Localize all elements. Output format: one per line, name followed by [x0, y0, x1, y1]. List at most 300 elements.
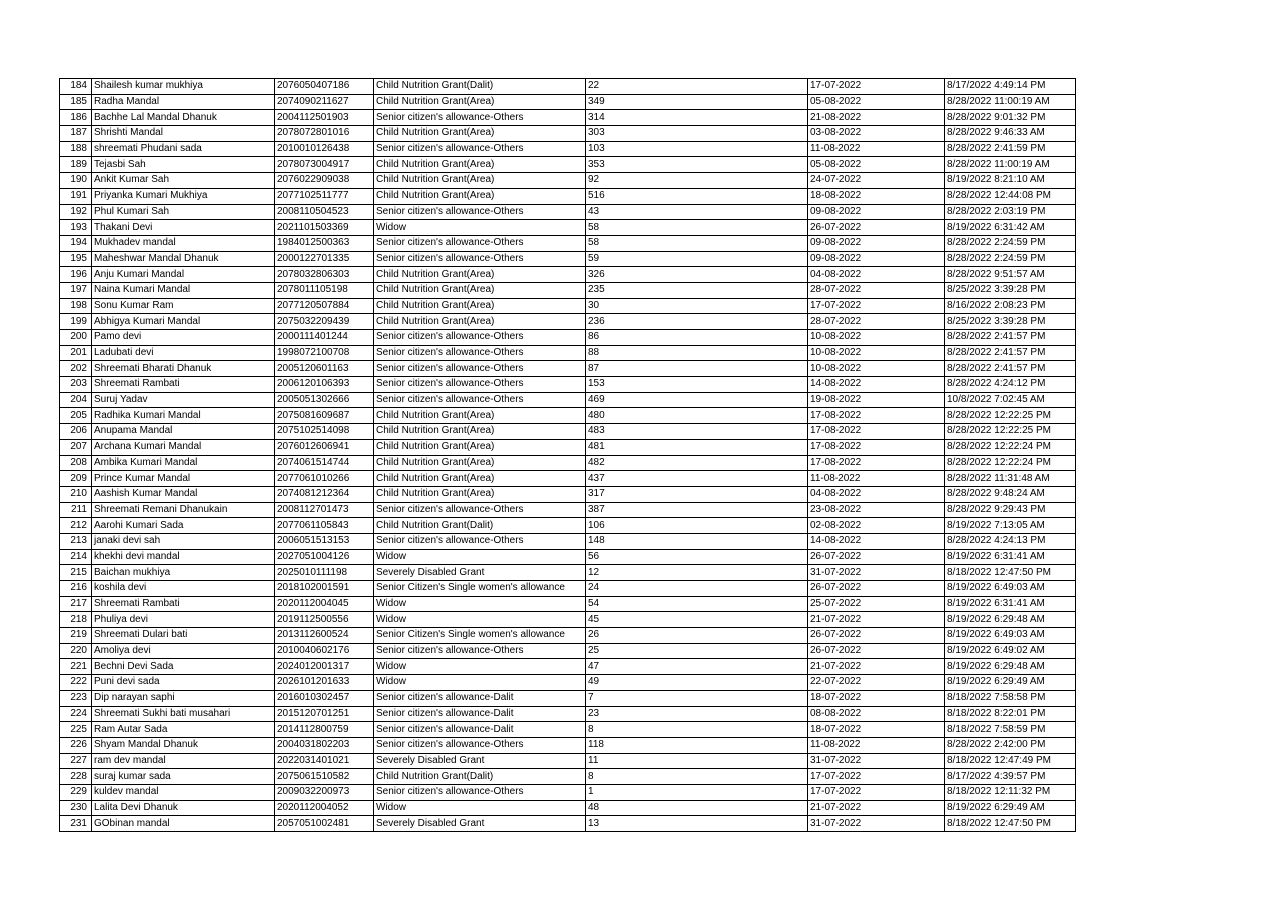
grant-type-cell: Child Nutrition Grant(Area) — [374, 424, 586, 440]
count-cell: 469 — [586, 392, 808, 408]
id-number-cell: 2076050407186 — [275, 79, 374, 95]
serial-number-cell: 230 — [60, 800, 92, 816]
timestamp-cell: 8/18/2022 12:47:49 PM — [945, 753, 1076, 769]
name-cell: Anupama Mandal — [92, 424, 275, 440]
date-cell: 05-08-2022 — [808, 94, 945, 110]
table-row — [60, 377, 1076, 393]
id-number-cell: 2000122701335 — [275, 251, 374, 267]
date-cell: 18-08-2022 — [808, 188, 945, 204]
date-cell: 17-07-2022 — [808, 79, 945, 95]
name-cell: Ambika Kumari Mandal — [92, 455, 275, 471]
table-row — [60, 706, 1076, 722]
table-row — [60, 471, 1076, 487]
grant-type-cell: Widow — [374, 612, 586, 628]
date-cell: 25-07-2022 — [808, 596, 945, 612]
grant-type-cell: Child Nutrition Grant(Dalit) — [374, 518, 586, 534]
table-row — [60, 455, 1076, 471]
count-cell: 118 — [586, 737, 808, 753]
id-number-cell: 1984012500363 — [275, 235, 374, 251]
name-cell: Mukhadev mandal — [92, 235, 275, 251]
date-cell: 26-07-2022 — [808, 581, 945, 597]
table-row — [60, 722, 1076, 738]
table-row — [60, 502, 1076, 518]
timestamp-cell: 8/19/2022 6:29:49 AM — [945, 675, 1076, 691]
name-cell: Puni devi sada — [92, 675, 275, 691]
id-number-cell: 2027051004126 — [275, 549, 374, 565]
serial-number-cell: 208 — [60, 455, 92, 471]
grant-type-cell: Senior citizen's allowance-Others — [374, 392, 586, 408]
timestamp-cell: 8/28/2022 9:01:32 PM — [945, 110, 1076, 126]
table-row — [60, 141, 1076, 157]
table-row — [60, 612, 1076, 628]
name-cell: Phul Kumari Sah — [92, 204, 275, 220]
table-row — [60, 737, 1076, 753]
serial-number-cell: 212 — [60, 518, 92, 534]
serial-number-cell: 192 — [60, 204, 92, 220]
name-cell: Shreemati Rambati — [92, 377, 275, 393]
table-row — [60, 79, 1076, 95]
grant-type-cell: Widow — [374, 675, 586, 691]
serial-number-cell: 193 — [60, 220, 92, 236]
name-cell: Shyam Mandal Dhanuk — [92, 737, 275, 753]
count-cell: 303 — [586, 126, 808, 142]
name-cell: Shreemati Sukhi bati musahari — [92, 706, 275, 722]
table-row — [60, 533, 1076, 549]
serial-number-cell: 190 — [60, 173, 92, 189]
date-cell: 14-08-2022 — [808, 377, 945, 393]
grant-type-cell: Senior citizen's allowance-Others — [374, 235, 586, 251]
id-number-cell: 2006120106393 — [275, 377, 374, 393]
id-number-cell: 2076022909038 — [275, 173, 374, 189]
serial-number-cell: 215 — [60, 565, 92, 581]
id-number-cell: 2075061510582 — [275, 769, 374, 785]
count-cell: 7 — [586, 690, 808, 706]
serial-number-cell: 223 — [60, 690, 92, 706]
name-cell: Priyanka Kumari Mukhiya — [92, 188, 275, 204]
count-cell: 24 — [586, 581, 808, 597]
count-cell: 45 — [586, 612, 808, 628]
count-cell: 326 — [586, 267, 808, 283]
serial-number-cell: 214 — [60, 549, 92, 565]
serial-number-cell: 218 — [60, 612, 92, 628]
count-cell: 25 — [586, 643, 808, 659]
grant-type-cell: Severely Disabled Grant — [374, 816, 586, 832]
timestamp-cell: 8/19/2022 7:13:05 AM — [945, 518, 1076, 534]
table-row — [60, 439, 1076, 455]
serial-number-cell: 186 — [60, 110, 92, 126]
date-cell: 08-08-2022 — [808, 706, 945, 722]
name-cell: suraj kumar sada — [92, 769, 275, 785]
serial-number-cell: 222 — [60, 675, 92, 691]
table-row — [60, 486, 1076, 502]
count-cell: 26 — [586, 628, 808, 644]
timestamp-cell: 8/28/2022 12:22:25 PM — [945, 424, 1076, 440]
count-cell: 11 — [586, 753, 808, 769]
table-row — [60, 565, 1076, 581]
serial-number-cell: 184 — [60, 79, 92, 95]
id-number-cell: 2078072801016 — [275, 126, 374, 142]
table-row — [60, 157, 1076, 173]
count-cell: 56 — [586, 549, 808, 565]
id-number-cell: 2077102511777 — [275, 188, 374, 204]
table-row — [60, 314, 1076, 330]
name-cell: Naina Kumari Mandal — [92, 282, 275, 298]
timestamp-cell: 8/17/2022 4:39:57 PM — [945, 769, 1076, 785]
id-number-cell: 2005120601163 — [275, 361, 374, 377]
count-cell: 58 — [586, 220, 808, 236]
grant-type-cell: Child Nutrition Grant(Area) — [374, 94, 586, 110]
timestamp-cell: 8/28/2022 11:00:19 AM — [945, 94, 1076, 110]
count-cell: 153 — [586, 377, 808, 393]
grant-type-cell: Child Nutrition Grant(Area) — [374, 439, 586, 455]
grant-type-cell: Senior citizen's allowance-Others — [374, 345, 586, 361]
count-cell: 12 — [586, 565, 808, 581]
timestamp-cell: 8/28/2022 11:00:19 AM — [945, 157, 1076, 173]
beneficiary-table — [59, 78, 1076, 832]
id-number-cell: 2006051513153 — [275, 533, 374, 549]
grant-type-cell: Severely Disabled Grant — [374, 753, 586, 769]
name-cell: Sonu Kumar Ram — [92, 298, 275, 314]
id-number-cell: 2057051002481 — [275, 816, 374, 832]
grant-type-cell: Senior citizen's allowance-Others — [374, 204, 586, 220]
serial-number-cell: 195 — [60, 251, 92, 267]
date-cell: 11-08-2022 — [808, 141, 945, 157]
date-cell: 28-07-2022 — [808, 314, 945, 330]
serial-number-cell: 204 — [60, 392, 92, 408]
grant-type-cell: Senior citizen's allowance-Others — [374, 784, 586, 800]
date-cell: 31-07-2022 — [808, 753, 945, 769]
spreadsheet-page — [59, 78, 1075, 832]
table-row — [60, 392, 1076, 408]
date-cell: 26-07-2022 — [808, 220, 945, 236]
grant-type-cell: Child Nutrition Grant(Area) — [374, 126, 586, 142]
table-row — [60, 769, 1076, 785]
date-cell: 28-07-2022 — [808, 282, 945, 298]
grant-type-cell: Senior citizen's allowance-Others — [374, 643, 586, 659]
name-cell: Dip narayan saphi — [92, 690, 275, 706]
serial-number-cell: 205 — [60, 408, 92, 424]
table-row — [60, 298, 1076, 314]
date-cell: 21-07-2022 — [808, 800, 945, 816]
timestamp-cell: 8/18/2022 12:47:50 PM — [945, 816, 1076, 832]
id-number-cell: 2016010302457 — [275, 690, 374, 706]
count-cell: 103 — [586, 141, 808, 157]
timestamp-cell: 8/28/2022 2:41:59 PM — [945, 141, 1076, 157]
timestamp-cell: 8/19/2022 6:29:48 AM — [945, 612, 1076, 628]
count-cell: 481 — [586, 439, 808, 455]
grant-type-cell: Child Nutrition Grant(Dalit) — [374, 769, 586, 785]
date-cell: 17-08-2022 — [808, 439, 945, 455]
timestamp-cell: 8/19/2022 6:49:03 AM — [945, 628, 1076, 644]
serial-number-cell: 229 — [60, 784, 92, 800]
name-cell: Ram Autar Sada — [92, 722, 275, 738]
timestamp-cell: 8/28/2022 2:24:59 PM — [945, 251, 1076, 267]
serial-number-cell: 231 — [60, 816, 92, 832]
timestamp-cell: 8/18/2022 7:58:58 PM — [945, 690, 1076, 706]
id-number-cell: 2075102514098 — [275, 424, 374, 440]
table-row — [60, 361, 1076, 377]
serial-number-cell: 228 — [60, 769, 92, 785]
id-number-cell: 2000111401244 — [275, 330, 374, 346]
date-cell: 11-08-2022 — [808, 737, 945, 753]
id-number-cell: 2020112004045 — [275, 596, 374, 612]
timestamp-cell: 8/28/2022 2:41:57 PM — [945, 330, 1076, 346]
date-cell: 17-08-2022 — [808, 424, 945, 440]
count-cell: 86 — [586, 330, 808, 346]
id-number-cell: 2078073004917 — [275, 157, 374, 173]
name-cell: Radha Mandal — [92, 94, 275, 110]
name-cell: Shreemati Dulari bati — [92, 628, 275, 644]
name-cell: Lalita Devi Dhanuk — [92, 800, 275, 816]
count-cell: 59 — [586, 251, 808, 267]
date-cell: 26-07-2022 — [808, 643, 945, 659]
name-cell: koshila devi — [92, 581, 275, 597]
id-number-cell: 2075032209439 — [275, 314, 374, 330]
serial-number-cell: 185 — [60, 94, 92, 110]
count-cell: 482 — [586, 455, 808, 471]
count-cell: 353 — [586, 157, 808, 173]
timestamp-cell: 8/18/2022 12:47:50 PM — [945, 565, 1076, 581]
timestamp-cell: 8/19/2022 6:31:42 AM — [945, 220, 1076, 236]
name-cell: Aarohi Kumari Sada — [92, 518, 275, 534]
count-cell: 49 — [586, 675, 808, 691]
grant-type-cell: Child Nutrition Grant(Area) — [374, 471, 586, 487]
count-cell: 349 — [586, 94, 808, 110]
timestamp-cell: 8/19/2022 6:29:48 AM — [945, 659, 1076, 675]
grant-type-cell: Senior citizen's allowance-Others — [374, 251, 586, 267]
id-number-cell: 2010040602176 — [275, 643, 374, 659]
name-cell: Maheshwar Mandal Dhanuk — [92, 251, 275, 267]
name-cell: kuldev mandal — [92, 784, 275, 800]
date-cell: 24-07-2022 — [808, 173, 945, 189]
grant-type-cell: Senior citizen's allowance-Others — [374, 330, 586, 346]
date-cell: 18-07-2022 — [808, 690, 945, 706]
serial-number-cell: 220 — [60, 643, 92, 659]
timestamp-cell: 8/28/2022 2:24:59 PM — [945, 235, 1076, 251]
date-cell: 18-07-2022 — [808, 722, 945, 738]
name-cell: Shreemati Rambati — [92, 596, 275, 612]
table-row — [60, 659, 1076, 675]
name-cell: Radhika Kumari Mandal — [92, 408, 275, 424]
id-number-cell: 2004112501903 — [275, 110, 374, 126]
timestamp-cell: 8/28/2022 2:41:57 PM — [945, 345, 1076, 361]
table-row — [60, 424, 1076, 440]
timestamp-cell: 8/28/2022 12:44:08 PM — [945, 188, 1076, 204]
timestamp-cell: 8/28/2022 12:22:24 PM — [945, 455, 1076, 471]
timestamp-cell: 10/8/2022 7:02:45 AM — [945, 392, 1076, 408]
table-row — [60, 94, 1076, 110]
id-number-cell: 2074061514744 — [275, 455, 374, 471]
count-cell: 437 — [586, 471, 808, 487]
id-number-cell: 2010010126438 — [275, 141, 374, 157]
timestamp-cell: 8/28/2022 9:51:57 AM — [945, 267, 1076, 283]
timestamp-cell: 8/16/2022 2:08:23 PM — [945, 298, 1076, 314]
table-row — [60, 816, 1076, 832]
table-row — [60, 518, 1076, 534]
serial-number-cell: 213 — [60, 533, 92, 549]
table-row — [60, 753, 1076, 769]
date-cell: 10-08-2022 — [808, 345, 945, 361]
table-row — [60, 267, 1076, 283]
count-cell: 106 — [586, 518, 808, 534]
serial-number-cell: 226 — [60, 737, 92, 753]
id-number-cell: 2005051302666 — [275, 392, 374, 408]
serial-number-cell: 202 — [60, 361, 92, 377]
id-number-cell: 2074081212364 — [275, 486, 374, 502]
serial-number-cell: 210 — [60, 486, 92, 502]
id-number-cell: 2018102001591 — [275, 581, 374, 597]
table-row — [60, 251, 1076, 267]
table-row — [60, 549, 1076, 565]
serial-number-cell: 197 — [60, 282, 92, 298]
count-cell: 92 — [586, 173, 808, 189]
name-cell: Aashish Kumar Mandal — [92, 486, 275, 502]
serial-number-cell: 200 — [60, 330, 92, 346]
name-cell: Thakani Devi — [92, 220, 275, 236]
timestamp-cell: 8/28/2022 12:22:24 PM — [945, 439, 1076, 455]
name-cell: Abhigya Kumari Mandal — [92, 314, 275, 330]
grant-type-cell: Senior citizen's allowance-Others — [374, 141, 586, 157]
serial-number-cell: 189 — [60, 157, 92, 173]
serial-number-cell: 207 — [60, 439, 92, 455]
name-cell: Ankit Kumar Sah — [92, 173, 275, 189]
grant-type-cell: Senior citizen's allowance-Dalit — [374, 706, 586, 722]
date-cell: 26-07-2022 — [808, 549, 945, 565]
count-cell: 148 — [586, 533, 808, 549]
date-cell: 09-08-2022 — [808, 235, 945, 251]
grant-type-cell: Child Nutrition Grant(Area) — [374, 173, 586, 189]
name-cell: Phuliya devi — [92, 612, 275, 628]
id-number-cell: 2075081609687 — [275, 408, 374, 424]
count-cell: 1 — [586, 784, 808, 800]
count-cell: 43 — [586, 204, 808, 220]
grant-type-cell: Widow — [374, 659, 586, 675]
date-cell: 17-08-2022 — [808, 408, 945, 424]
date-cell: 31-07-2022 — [808, 816, 945, 832]
grant-type-cell: Child Nutrition Grant(Area) — [374, 455, 586, 471]
date-cell: 23-08-2022 — [808, 502, 945, 518]
id-number-cell: 2078032806303 — [275, 267, 374, 283]
grant-type-cell: Widow — [374, 596, 586, 612]
serial-number-cell: 194 — [60, 235, 92, 251]
id-number-cell: 2076012606941 — [275, 439, 374, 455]
grant-type-cell: Child Nutrition Grant(Area) — [374, 282, 586, 298]
count-cell: 516 — [586, 188, 808, 204]
count-cell: 54 — [586, 596, 808, 612]
serial-number-cell: 221 — [60, 659, 92, 675]
serial-number-cell: 199 — [60, 314, 92, 330]
table-row — [60, 110, 1076, 126]
timestamp-cell: 8/19/2022 8:21:10 AM — [945, 173, 1076, 189]
grant-type-cell: Child Nutrition Grant(Area) — [374, 314, 586, 330]
date-cell: 26-07-2022 — [808, 628, 945, 644]
grant-type-cell: Widow — [374, 549, 586, 565]
timestamp-cell: 8/28/2022 4:24:12 PM — [945, 377, 1076, 393]
id-number-cell: 2020112004052 — [275, 800, 374, 816]
id-number-cell: 2026101201633 — [275, 675, 374, 691]
id-number-cell: 2078011105198 — [275, 282, 374, 298]
grant-type-cell: Child Nutrition Grant(Area) — [374, 486, 586, 502]
table-row — [60, 204, 1076, 220]
timestamp-cell: 8/25/2022 3:39:28 PM — [945, 282, 1076, 298]
grant-type-cell: Senior citizen's allowance-Others — [374, 361, 586, 377]
name-cell: khekhi devi mandal — [92, 549, 275, 565]
serial-number-cell: 209 — [60, 471, 92, 487]
grant-type-cell: Senior citizen's allowance-Others — [374, 502, 586, 518]
grant-type-cell: Senior citizen's allowance-Others — [374, 377, 586, 393]
name-cell: Archana Kumari Mandal — [92, 439, 275, 455]
serial-number-cell: 188 — [60, 141, 92, 157]
id-number-cell: 2077120507884 — [275, 298, 374, 314]
serial-number-cell: 196 — [60, 267, 92, 283]
grant-type-cell: Severely Disabled Grant — [374, 565, 586, 581]
id-number-cell: 2074090211627 — [275, 94, 374, 110]
timestamp-cell: 8/28/2022 9:29:43 PM — [945, 502, 1076, 518]
date-cell: 21-07-2022 — [808, 612, 945, 628]
table-row — [60, 330, 1076, 346]
date-cell: 11-08-2022 — [808, 471, 945, 487]
name-cell: Ladubati devi — [92, 345, 275, 361]
id-number-cell: 2015120701251 — [275, 706, 374, 722]
name-cell: Shailesh kumar mukhiya — [92, 79, 275, 95]
date-cell: 04-08-2022 — [808, 267, 945, 283]
grant-type-cell: Child Nutrition Grant(Area) — [374, 408, 586, 424]
serial-number-cell: 203 — [60, 377, 92, 393]
name-cell: Tejasbi Sah — [92, 157, 275, 173]
timestamp-cell: 8/17/2022 4:49:14 PM — [945, 79, 1076, 95]
timestamp-cell: 8/18/2022 12:11:32 PM — [945, 784, 1076, 800]
table-row — [60, 235, 1076, 251]
grant-type-cell: Child Nutrition Grant(Area) — [374, 298, 586, 314]
count-cell: 317 — [586, 486, 808, 502]
serial-number-cell: 201 — [60, 345, 92, 361]
name-cell: janaki devi sah — [92, 533, 275, 549]
timestamp-cell: 8/19/2022 6:49:02 AM — [945, 643, 1076, 659]
date-cell: 14-08-2022 — [808, 533, 945, 549]
count-cell: 8 — [586, 722, 808, 738]
timestamp-cell: 8/28/2022 11:31:48 AM — [945, 471, 1076, 487]
date-cell: 22-07-2022 — [808, 675, 945, 691]
date-cell: 09-08-2022 — [808, 251, 945, 267]
table-body — [60, 79, 1076, 832]
date-cell: 31-07-2022 — [808, 565, 945, 581]
id-number-cell: 2014112800759 — [275, 722, 374, 738]
count-cell: 48 — [586, 800, 808, 816]
table-row — [60, 675, 1076, 691]
id-number-cell: 2025010111198 — [275, 565, 374, 581]
count-cell: 483 — [586, 424, 808, 440]
timestamp-cell: 8/19/2022 6:31:41 AM — [945, 596, 1076, 612]
table-row — [60, 345, 1076, 361]
serial-number-cell: 198 — [60, 298, 92, 314]
name-cell: Anju Kumari Mandal — [92, 267, 275, 283]
name-cell: Amoliya devi — [92, 643, 275, 659]
serial-number-cell: 206 — [60, 424, 92, 440]
id-number-cell: 2008110504523 — [275, 204, 374, 220]
serial-number-cell: 216 — [60, 581, 92, 597]
table-row — [60, 784, 1076, 800]
date-cell: 17-07-2022 — [808, 769, 945, 785]
timestamp-cell: 8/28/2022 9:46:33 AM — [945, 126, 1076, 142]
date-cell: 17-07-2022 — [808, 298, 945, 314]
table-row — [60, 408, 1076, 424]
name-cell: shreemati Phudani sada — [92, 141, 275, 157]
grant-type-cell: Child Nutrition Grant(Area) — [374, 267, 586, 283]
id-number-cell: 2008112701473 — [275, 502, 374, 518]
name-cell: Baichan mukhiya — [92, 565, 275, 581]
date-cell: 09-08-2022 — [808, 204, 945, 220]
count-cell: 480 — [586, 408, 808, 424]
